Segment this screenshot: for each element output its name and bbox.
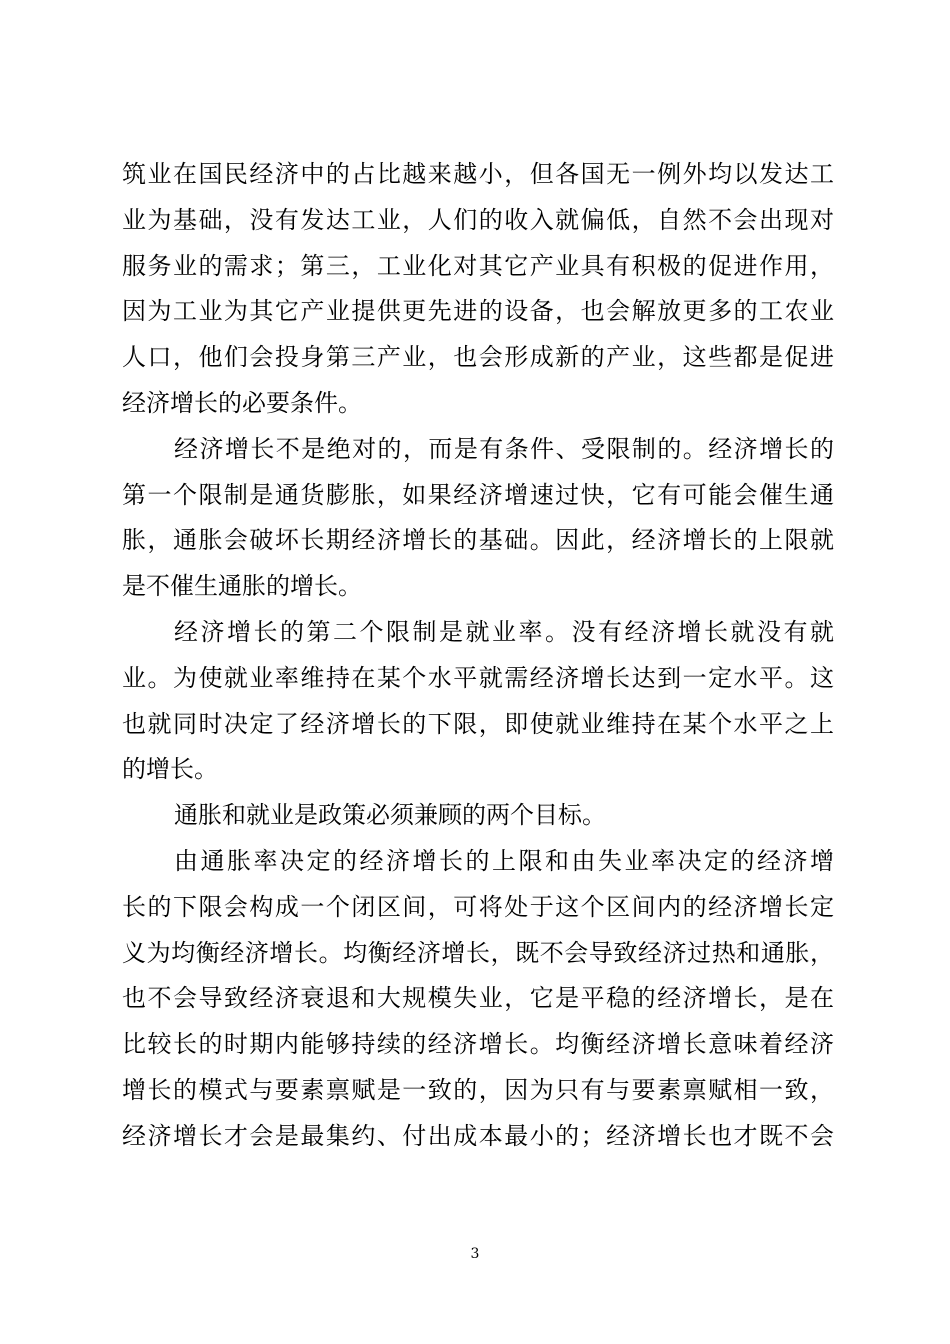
text-line: 经济增长才会是最集约、付出成本最小的；经济增长也才既不会	[122, 1121, 834, 1150]
text-line: 经济增长的必要条件。	[122, 388, 362, 417]
paragraph-first-line: 经济增长不是绝对的，而是有条件、受限制的。经济增长的	[174, 434, 834, 463]
text-line: 增长的模式与要素禀赋是一致的，因为只有与要素禀赋相一致，	[122, 1075, 834, 1104]
text-line: 业。为使就业率维持在某个水平就需经济增长达到一定水平。这	[122, 663, 834, 692]
paragraph-first-line: 通胀和就业是政策必须兼顾的两个目标。	[174, 801, 606, 830]
text-line: 长的下限会构成一个闭区间，可将处于这个区间内的经济增长定	[122, 892, 834, 921]
text-line: 第一个限制是通货膨胀，如果经济增速过快，它有可能会催生通	[122, 480, 834, 509]
text-line: 是不催生通胀的增长。	[122, 572, 362, 601]
text-line: 服务业的需求；第三，工业化对其它产业具有积极的促进作用，	[122, 251, 834, 280]
text-line: 义为均衡经济增长。均衡经济增长，既不会导致经济过热和通胀，	[122, 938, 834, 967]
page-number: 3	[470, 1246, 480, 1262]
text-line: 也不会导致经济衰退和大规模失业，它是平稳的经济增长，是在	[122, 984, 834, 1013]
text-line: 因为工业为其它产业提供更先进的设备，也会解放更多的工农业	[122, 297, 834, 326]
page-body	[122, 152, 834, 1160]
text-line: 也就同时决定了经济增长的下限，即使就业维持在某个水平之上	[122, 709, 834, 738]
text-line: 的增长。	[122, 755, 218, 784]
text-line: 比较长的时期内能够持续的经济增长。均衡经济增长意味着经济	[122, 1030, 834, 1059]
paragraph-first-line: 经济增长的第二个限制是就业率。没有经济增长就没有就	[174, 617, 834, 646]
text-line: 业为基础，没有发达工业，人们的收入就偏低，自然不会出现对	[122, 205, 834, 234]
text-line: 胀，通胀会破坏长期经济增长的基础。因此，经济增长的上限就	[122, 526, 834, 555]
text-line: 筑业在国民经济中的占比越来越小，但各国无一例外均以发达工	[122, 160, 834, 188]
text-line: 人口，他们会投身第三产业，也会形成新的产业，这些都是促进	[122, 343, 834, 372]
paragraph-first-line: 由通胀率决定的经济增长的上限和由失业率决定的经济增	[174, 846, 834, 875]
